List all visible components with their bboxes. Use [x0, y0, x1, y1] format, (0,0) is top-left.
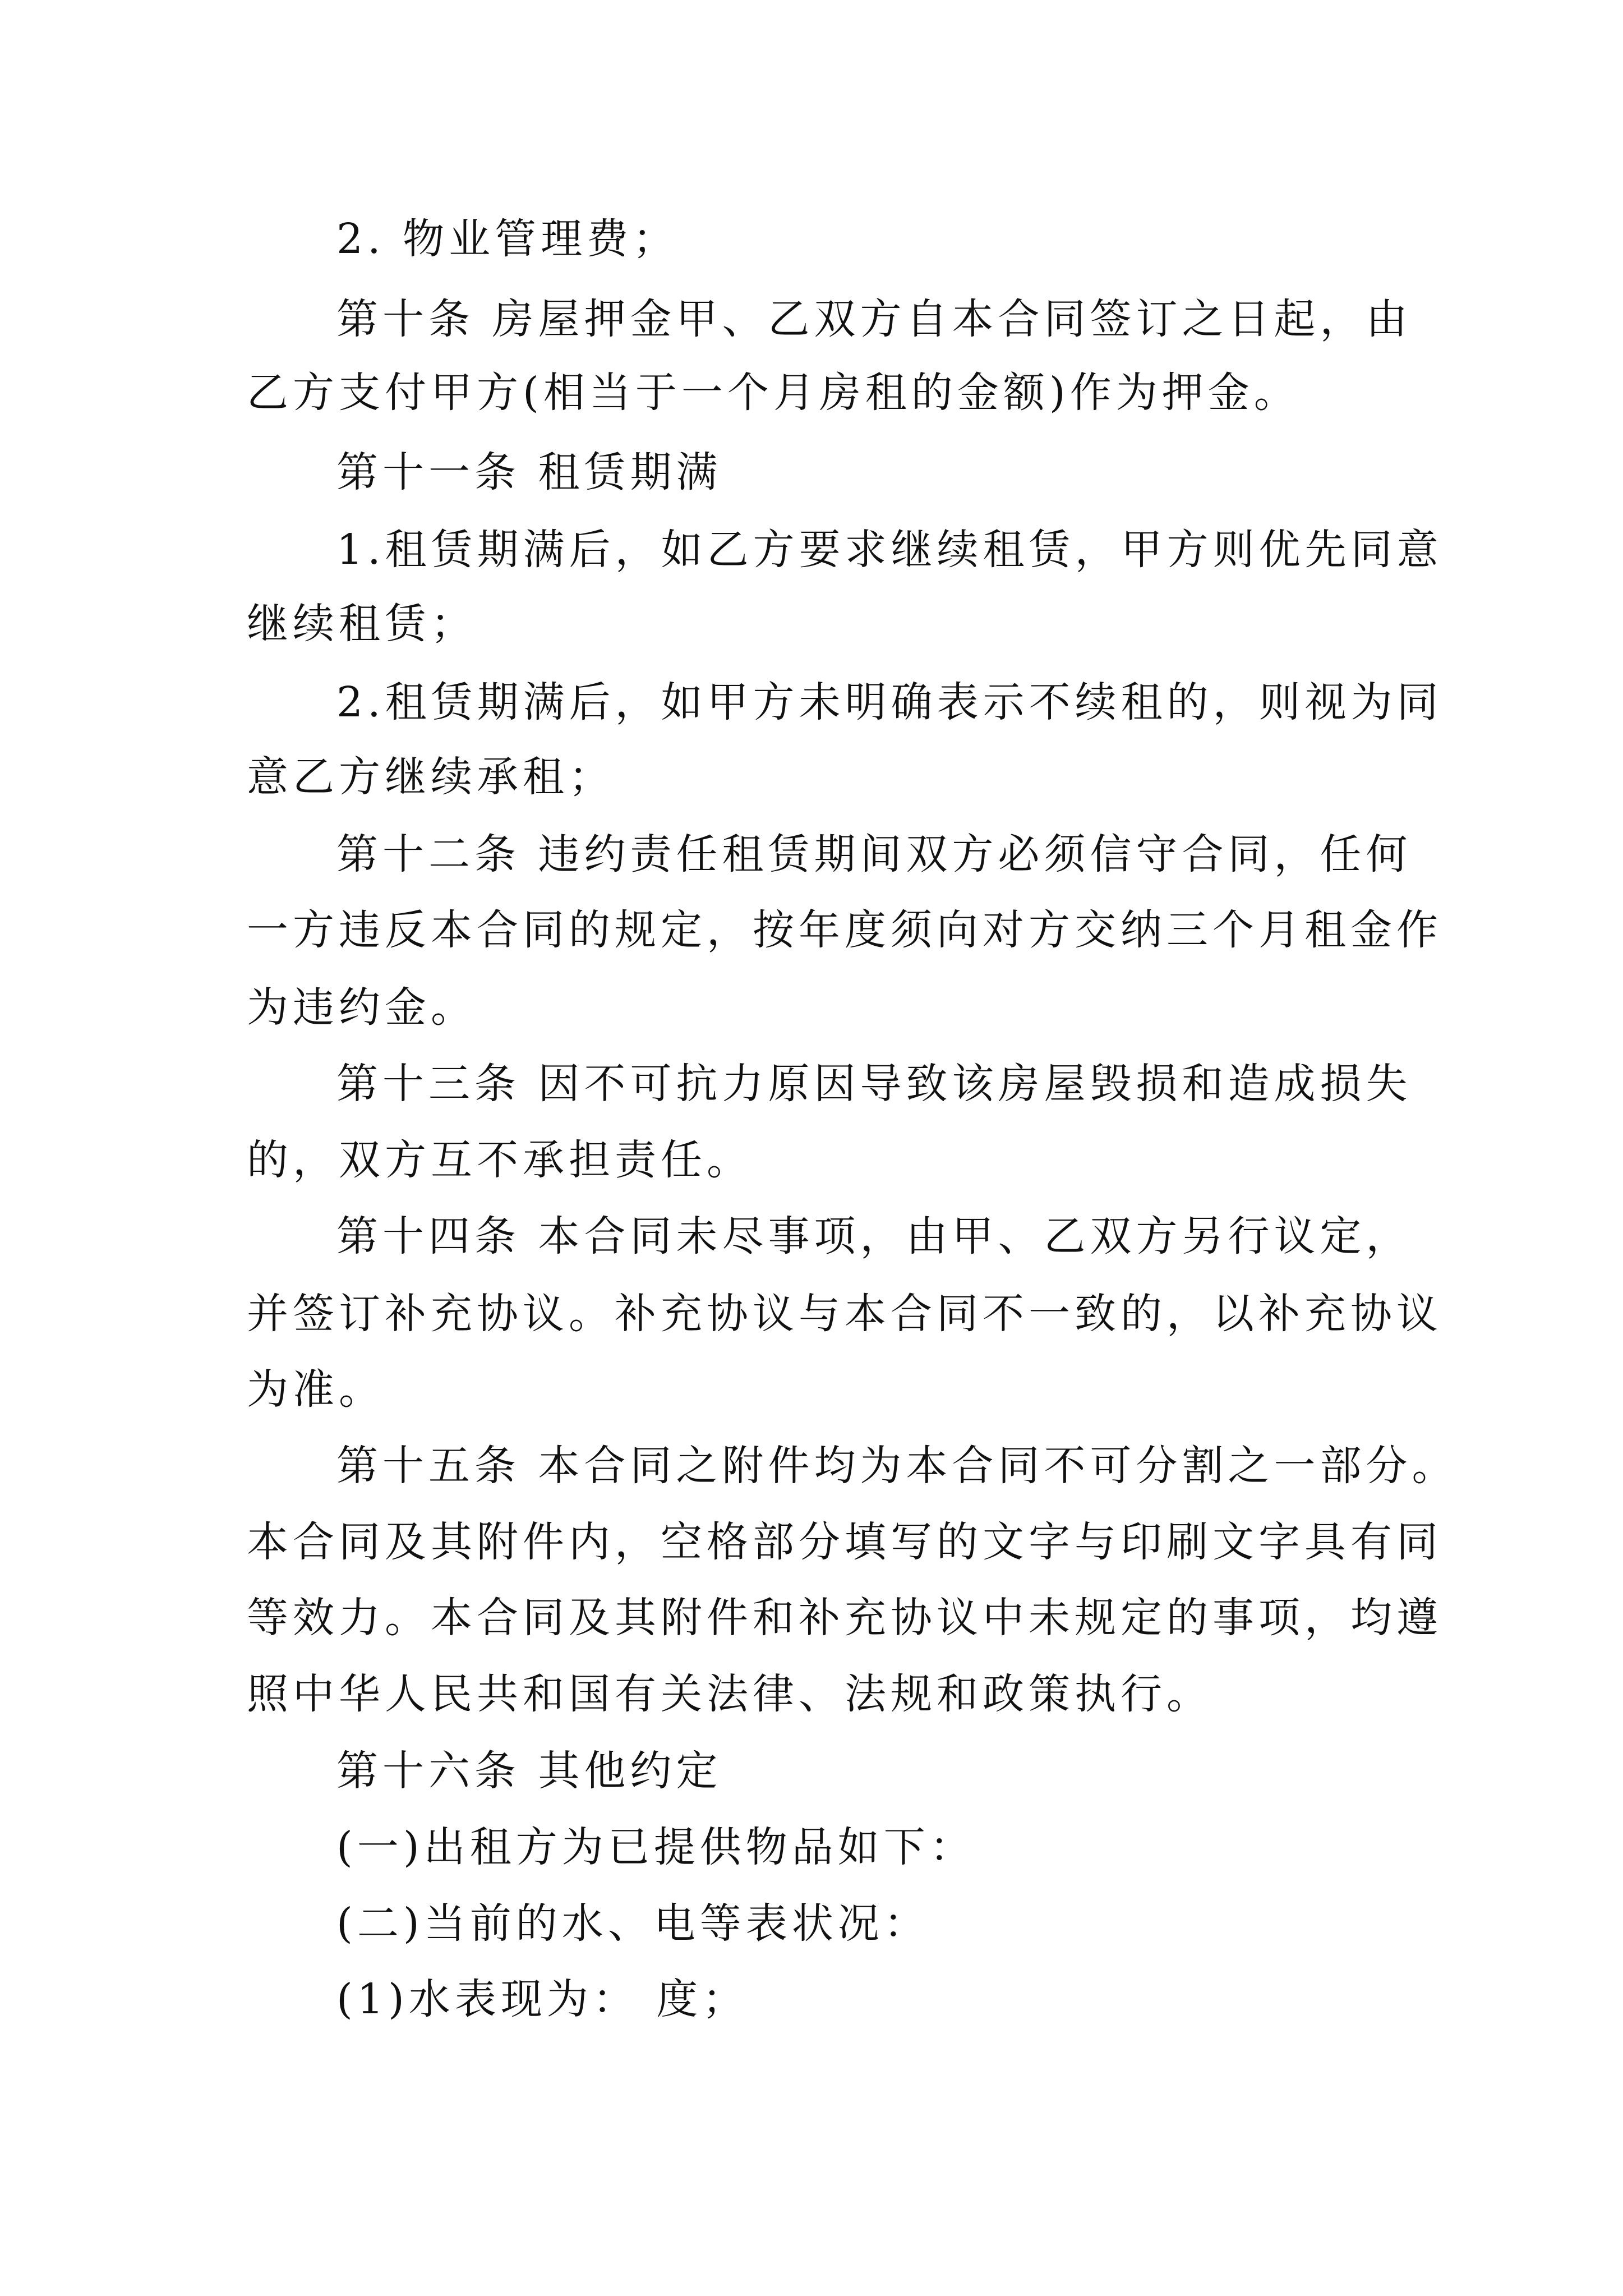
text-line: 本合同及其附件内，空格部分填写的文字与印刷文字具有同: [247, 1518, 1442, 1566]
text-line: 第十二条 违约责任租赁期间双方必须信守合同，任何: [336, 830, 1412, 878]
text-line: 1.租赁期满后，如乙方要求继续租赁，甲方则优先同意: [336, 526, 1443, 574]
text-line: 的，双方互不承担责任。: [247, 1136, 753, 1184]
text-line: 第十条 房屋押金甲、乙双方自本合同签订之日起，由: [336, 295, 1412, 343]
text-line: 2. 物业管理费；: [336, 215, 679, 263]
text-line: 一方违反本合同的规定，按年度须向对方交纳三个月租金作: [247, 906, 1442, 954]
text-line: 并签订补充协议。补充协议与本合同不一致的，以补充协议: [247, 1290, 1442, 1338]
text-line: (1)水表现为： 度；: [336, 1975, 749, 2023]
text-line: (二)当前的水、电等表状况：: [336, 1899, 930, 1948]
text-line: 继续租赁；: [247, 600, 477, 648]
text-line: 第十一条 租赁期满: [336, 448, 722, 496]
text-line: 第十六条 其他约定: [336, 1747, 722, 1795]
text-line: 意乙方继续承租；: [247, 753, 615, 801]
text-line: 乙方支付甲方(相当于一个月房租的金额)作为押金。: [247, 369, 1300, 417]
text-line: 为准。: [247, 1365, 385, 1414]
text-line: (一)出租方为已提供物品如下：: [336, 1823, 976, 1871]
text-line: 第十四条 本合同未尽事项，由甲、乙双方另行议定，: [336, 1212, 1412, 1260]
text-line: 第十三条 因不可抗力原因导致该房屋毁损和造成损失: [336, 1060, 1412, 1108]
text-line: 为违约金。: [247, 983, 477, 1032]
text-line: 第十五条 本合同之附件均为本合同不可分割之一部分。: [336, 1442, 1458, 1490]
text-line: 2.租赁期满后，如甲方未明确表示不续租的，则视为同: [336, 678, 1443, 726]
text-line: 照中华人民共和国有关法律、法规和政策执行。: [247, 1670, 1212, 1718]
text-line: 等效力。本合同及其附件和补充协议中未规定的事项，均遵: [247, 1594, 1442, 1642]
